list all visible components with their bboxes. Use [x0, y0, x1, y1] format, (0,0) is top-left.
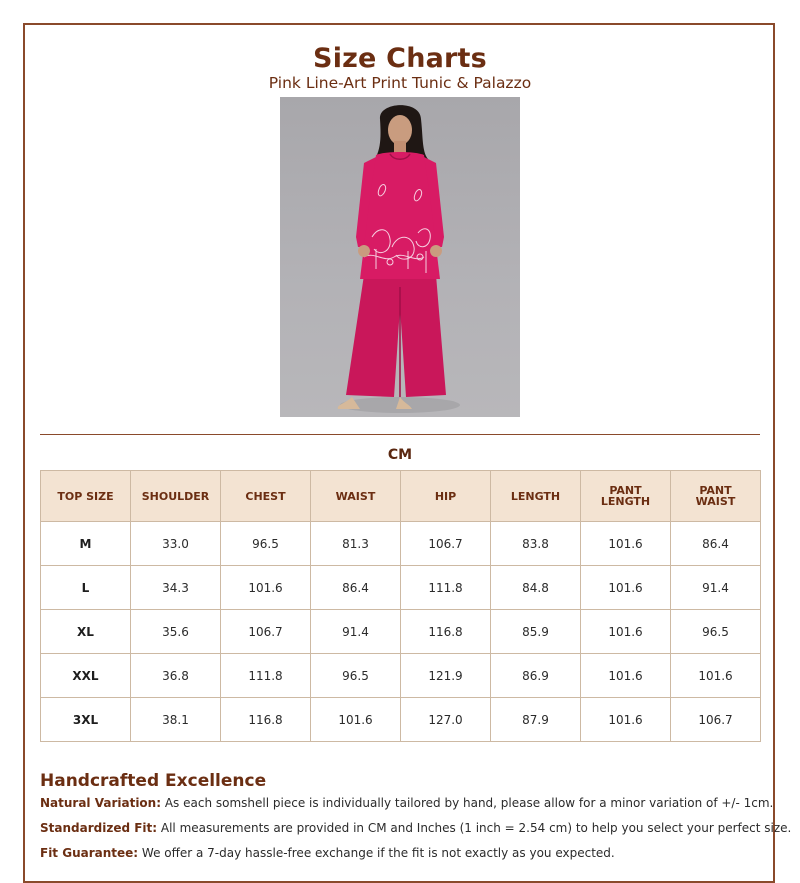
column-header-waist — [311, 471, 401, 522]
column-header-label: HIP — [434, 489, 457, 503]
table-cell: 33.0 — [131, 522, 221, 566]
product-subtitle: Pink Line-Art Print Tunic & Palazzo — [268, 74, 532, 92]
size-cell: XXL — [41, 654, 131, 698]
table-cell: 121.9 — [401, 654, 491, 698]
table-cell: 91.4 — [671, 566, 761, 610]
table-cell: 86.4 — [311, 566, 401, 610]
size-cell: 3XL — [41, 698, 131, 742]
column-header-label: PANT — [609, 484, 642, 497]
column-header-chest — [221, 471, 311, 522]
table-cell: 34.3 — [131, 566, 221, 610]
table-cell: 101.6 — [581, 566, 671, 610]
column-header-hip — [401, 471, 491, 522]
table-cell: 106.7 — [221, 610, 311, 654]
note-text: All measurements are provided in CM and Inches (1 inch = 2.54 cm) to help you select your perfect size. — [157, 821, 792, 835]
size-cell: XL — [41, 610, 131, 654]
note-natural-variation — [40, 796, 773, 810]
column-header-shoulder — [131, 471, 221, 522]
table-cell: 101.6 — [581, 654, 671, 698]
table-cell: 116.8 — [221, 698, 311, 742]
table-row — [41, 566, 761, 610]
table-cell: 101.6 — [581, 522, 671, 566]
size-chart-table — [40, 470, 761, 742]
column-header-label: TOP SIZE — [57, 489, 114, 503]
note-fit-guarantee — [40, 846, 615, 860]
table-cell: 83.8 — [491, 522, 581, 566]
table-cell: 101.6 — [671, 654, 761, 698]
column-header-top-size — [41, 471, 131, 522]
table-cell: 106.7 — [671, 698, 761, 742]
note-label: Natural Variation: — [40, 796, 162, 810]
model-photo-icon — [280, 97, 520, 417]
table-row — [41, 610, 761, 654]
table-cell: 36.8 — [131, 654, 221, 698]
note-text: We offer a 7-day hassle-free exchange if the fit is not exactly as you expected. — [138, 846, 615, 860]
column-header-label: LENGTH — [510, 489, 561, 503]
table-cell: 91.4 — [311, 610, 401, 654]
column-header-label: WAIST — [695, 495, 736, 508]
table-cell: 86.4 — [671, 522, 761, 566]
page-title: Size Charts — [313, 43, 487, 74]
table-row — [41, 698, 761, 742]
column-header-label: WAIST — [335, 489, 376, 503]
size-cell: L — [41, 566, 131, 610]
table-cell: 111.8 — [221, 654, 311, 698]
table-cell: 87.9 — [491, 698, 581, 742]
size-cell: M — [41, 522, 131, 566]
table-cell: 35.6 — [131, 610, 221, 654]
table-row — [41, 654, 761, 698]
table-cell: 96.5 — [221, 522, 311, 566]
note-text: As each somshell piece is individually tailored by hand, please allow for a minor variation of +/- 1cm. — [161, 796, 774, 810]
table-cell: 101.6 — [581, 610, 671, 654]
table-cell: 101.6 — [311, 698, 401, 742]
table-cell: 81.3 — [311, 522, 401, 566]
table-cell: 84.8 — [491, 566, 581, 610]
table-cell: 101.6 — [221, 566, 311, 610]
column-header-label: LENGTH — [600, 495, 651, 508]
column-header-pant-waist — [671, 471, 761, 522]
table-cell: 96.5 — [671, 610, 761, 654]
table-cell: 101.6 — [581, 698, 671, 742]
table-cell: 127.0 — [401, 698, 491, 742]
table-cell: 85.9 — [491, 610, 581, 654]
column-header-label: CHEST — [245, 489, 286, 503]
table-row — [41, 522, 761, 566]
note-standardized-fit — [40, 821, 791, 835]
section-divider — [40, 434, 760, 435]
table-cell: 96.5 — [311, 654, 401, 698]
table-cell: 111.8 — [401, 566, 491, 610]
unit-label: CM — [387, 447, 413, 463]
note-label: Standardized Fit: — [40, 821, 158, 835]
column-header-length — [491, 471, 581, 522]
column-header-label: PANT — [699, 484, 732, 497]
note-label: Fit Guarantee: — [40, 846, 139, 860]
table-cell: 106.7 — [401, 522, 491, 566]
column-header-pant-length — [581, 471, 671, 522]
column-header-label: SHOULDER — [141, 489, 210, 503]
table-header-row — [41, 471, 761, 522]
table-cell: 116.8 — [401, 610, 491, 654]
notes-heading: Handcrafted Excellence — [40, 771, 267, 791]
table-cell: 86.9 — [491, 654, 581, 698]
product-photo — [280, 97, 520, 417]
table-cell: 38.1 — [131, 698, 221, 742]
